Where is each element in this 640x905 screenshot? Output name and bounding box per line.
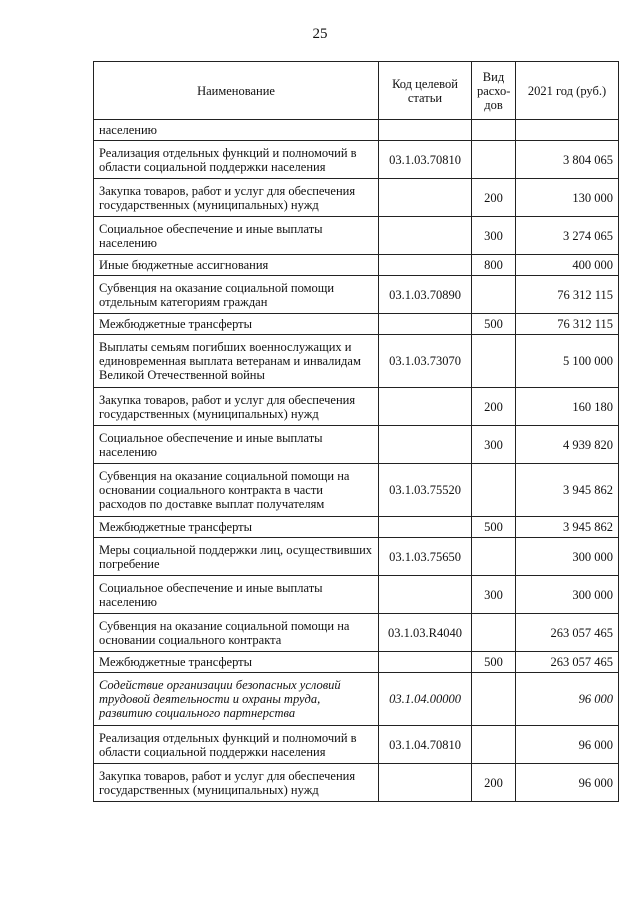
cell-code xyxy=(379,217,472,255)
cell-amount: 76 312 115 xyxy=(516,276,619,314)
cell-amount: 76 312 115 xyxy=(516,314,619,335)
cell-type: 500 xyxy=(472,652,516,673)
cell-code xyxy=(379,764,472,802)
cell-name: Межбюджетные трансферты xyxy=(94,314,379,335)
cell-code xyxy=(379,255,472,276)
cell-type: 200 xyxy=(472,388,516,426)
cell-code xyxy=(379,652,472,673)
cell-code: 03.1.03.75650 xyxy=(379,538,472,576)
cell-type: 300 xyxy=(472,217,516,255)
cell-type xyxy=(472,335,516,388)
cell-amount: 96 000 xyxy=(516,764,619,802)
header-code: Код целевой статьи xyxy=(379,62,472,120)
cell-amount: 3 945 862 xyxy=(516,517,619,538)
cell-name: Реализация отдельных функций и полномочий в области социальной поддержки населения xyxy=(94,726,379,764)
cell-code xyxy=(379,576,472,614)
cell-type xyxy=(472,673,516,726)
cell-amount: 300 000 xyxy=(516,538,619,576)
cell-name: Субвенция на оказание социальной помощи отдельным категориям граждан xyxy=(94,276,379,314)
cell-type: 300 xyxy=(472,426,516,464)
table-row xyxy=(94,179,619,217)
cell-code xyxy=(379,388,472,426)
page-number: 25 xyxy=(312,26,328,42)
table-row xyxy=(94,141,619,179)
cell-code xyxy=(379,120,472,141)
table-row xyxy=(94,652,619,673)
table-row xyxy=(94,276,619,314)
cell-code xyxy=(379,314,472,335)
cell-type xyxy=(472,276,516,314)
cell-type: 200 xyxy=(472,764,516,802)
table-row xyxy=(94,426,619,464)
cell-code: 03.1.03.R4040 xyxy=(379,614,472,652)
table-row xyxy=(94,614,619,652)
cell-name: Межбюджетные трансферты xyxy=(94,652,379,673)
cell-amount: 5 100 000 xyxy=(516,335,619,388)
cell-name: Социальное обеспечение и иные выплаты населению xyxy=(94,217,379,255)
header-amount: 2021 год (руб.) xyxy=(516,62,619,120)
cell-code: 03.1.03.73070 xyxy=(379,335,472,388)
cell-type: 300 xyxy=(472,576,516,614)
cell-name: Закупка товаров, работ и услуг для обеспечения государственных (муниципальных) нужд xyxy=(94,388,379,426)
cell-amount: 130 000 xyxy=(516,179,619,217)
table-row xyxy=(94,726,619,764)
cell-name: Межбюджетные трансферты xyxy=(94,517,379,538)
table-row xyxy=(94,217,619,255)
cell-code xyxy=(379,517,472,538)
cell-code: 03.1.03.75520 xyxy=(379,464,472,517)
table-row xyxy=(94,314,619,335)
cell-amount: 4 939 820 xyxy=(516,426,619,464)
cell-code: 03.1.03.70890 xyxy=(379,276,472,314)
table-row xyxy=(94,576,619,614)
table-header-row xyxy=(94,62,619,120)
cell-name: населению xyxy=(94,120,379,141)
cell-amount: 263 057 465 xyxy=(516,614,619,652)
cell-code: 03.1.04.70810 xyxy=(379,726,472,764)
table-row xyxy=(94,255,619,276)
table-row xyxy=(94,335,619,388)
cell-type: 500 xyxy=(472,517,516,538)
cell-amount: 96 000 xyxy=(516,673,619,726)
cell-type: 800 xyxy=(472,255,516,276)
cell-name: Закупка товаров, работ и услуг для обеспечения государственных (муниципальных) нужд xyxy=(94,179,379,217)
cell-amount: 263 057 465 xyxy=(516,652,619,673)
cell-name: Содействие организации безопасных условий трудовой деятельности и охраны труда, развитию социального партнерства xyxy=(94,673,379,726)
cell-type xyxy=(472,120,516,141)
cell-name: Иные бюджетные ассигнования xyxy=(94,255,379,276)
cell-code xyxy=(379,179,472,217)
cell-code: 03.1.03.70810 xyxy=(379,141,472,179)
table-row xyxy=(94,673,619,726)
budget-table xyxy=(93,61,619,802)
cell-amount: 3 274 065 xyxy=(516,217,619,255)
header-type: Вид расхо-дов xyxy=(472,62,516,120)
cell-amount xyxy=(516,120,619,141)
cell-type xyxy=(472,141,516,179)
cell-code: 03.1.04.00000 xyxy=(379,673,472,726)
cell-amount: 400 000 xyxy=(516,255,619,276)
cell-amount: 160 180 xyxy=(516,388,619,426)
cell-amount: 96 000 xyxy=(516,726,619,764)
cell-type xyxy=(472,614,516,652)
cell-amount: 3 804 065 xyxy=(516,141,619,179)
header-name: Наименование xyxy=(94,62,379,120)
cell-amount: 3 945 862 xyxy=(516,464,619,517)
cell-name: Закупка товаров, работ и услуг для обеспечения государственных (муниципальных) нужд xyxy=(94,764,379,802)
table-row xyxy=(94,764,619,802)
cell-type: 500 xyxy=(472,314,516,335)
table-row xyxy=(94,517,619,538)
table-row xyxy=(94,388,619,426)
cell-type xyxy=(472,538,516,576)
cell-type xyxy=(472,464,516,517)
table-row xyxy=(94,120,619,141)
cell-amount: 300 000 xyxy=(516,576,619,614)
cell-name: Субвенция на оказание социальной помощи на основании социального контракта в части расходов по доставке выплат получателям xyxy=(94,464,379,517)
cell-name: Реализация отдельных функций и полномочий в области социальной поддержки населения xyxy=(94,141,379,179)
cell-type xyxy=(472,726,516,764)
cell-name: Меры социальной поддержки лиц, осуществивших погребение xyxy=(94,538,379,576)
cell-name: Выплаты семьям погибших военнослужащих и единовременная выплата ветеранам и инвалидам Великой Отечественной войны xyxy=(94,335,379,388)
cell-code xyxy=(379,426,472,464)
table-row xyxy=(94,538,619,576)
cell-name: Социальное обеспечение и иные выплаты населению xyxy=(94,576,379,614)
cell-type: 200 xyxy=(472,179,516,217)
cell-name: Социальное обеспечение и иные выплаты населению xyxy=(94,426,379,464)
table-row xyxy=(94,464,619,517)
cell-name: Субвенция на оказание социальной помощи на основании социального контракта xyxy=(94,614,379,652)
